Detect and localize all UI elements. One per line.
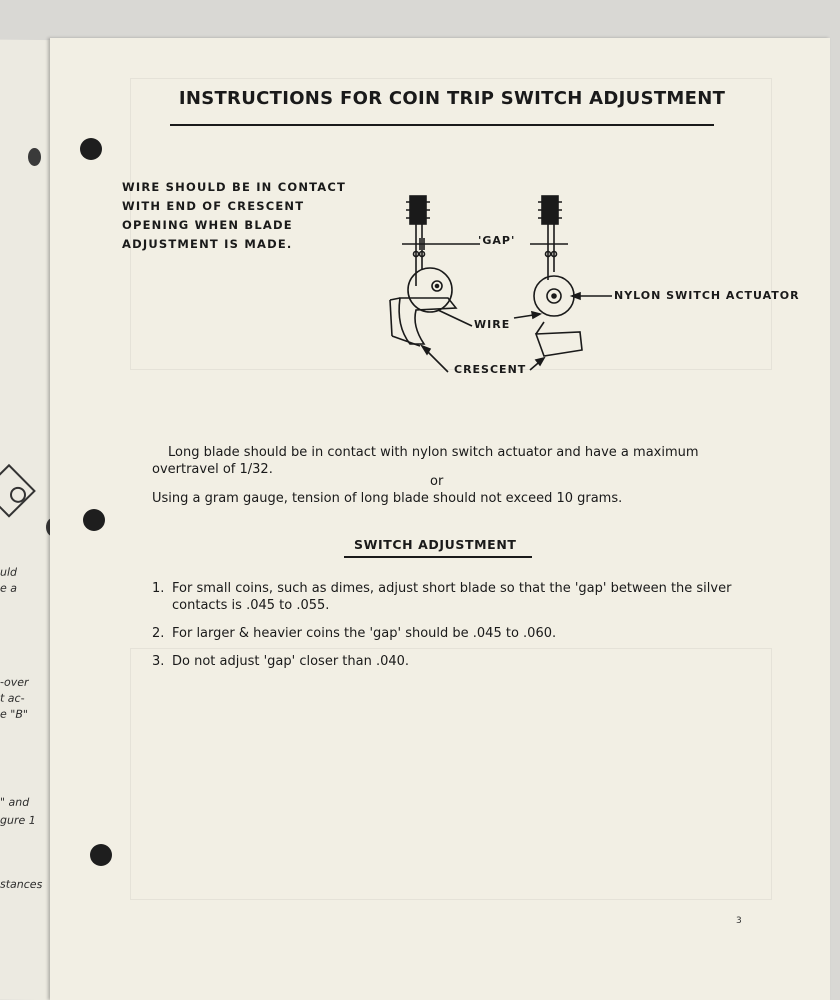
- gram-gauge-paragraph: Using a gram gauge, tension of long blade should not exceed 10 grams.: [152, 491, 623, 506]
- title-underline: [170, 124, 714, 126]
- heading-underline: [344, 556, 532, 558]
- step-text: Do not adjust 'gap' closer than .040.: [172, 654, 410, 669]
- actuator-label: NYLON SWITCH ACTUATOR: [614, 289, 800, 302]
- document-page: [50, 38, 830, 1000]
- gap-label: 'GAP': [478, 234, 516, 247]
- facing-text: e "B": [0, 707, 28, 721]
- binder-hole: [90, 844, 112, 866]
- step-number: 1.: [152, 581, 165, 596]
- facing-text: " and: [0, 795, 30, 809]
- wire-note-line: WIRE SHOULD BE IN CONTACT: [122, 180, 347, 194]
- step-number: 2.: [152, 626, 165, 641]
- switch-diagram: [330, 186, 800, 390]
- list-item: [152, 580, 732, 614]
- facing-text: stances: [0, 877, 43, 892]
- show-through: [130, 648, 772, 900]
- facing-text: t ac-: [0, 691, 25, 705]
- page-title: INSTRUCTIONS FOR COIN TRIP SWITCH ADJUSTMENT: [178, 88, 726, 109]
- ring-figure: [10, 487, 26, 503]
- facing-text: -over: [0, 675, 29, 689]
- binder-hole: [80, 138, 102, 160]
- adjustment-steps: [152, 580, 732, 681]
- switch-diagram-drawing: [330, 186, 750, 386]
- facing-text: e a: [0, 581, 18, 595]
- or-text: or: [430, 474, 444, 489]
- step-text: For larger & heavier coins the 'gap' should be .045 to .060.: [172, 626, 557, 641]
- crescent-label: CRESCENT: [454, 363, 527, 376]
- list-item: [152, 653, 732, 670]
- wire-label: WIRE: [474, 318, 511, 331]
- section-heading: SWITCH ADJUSTMENT: [354, 537, 517, 552]
- wire-note-line: OPENING WHEN BLADE: [122, 218, 293, 232]
- list-item: [152, 625, 732, 642]
- step-number: 3.: [152, 654, 165, 669]
- long-blade-paragraph: [152, 444, 732, 478]
- facing-text: uld: [0, 565, 18, 579]
- wire-note-line: ADJUSTMENT IS MADE.: [122, 237, 293, 251]
- step-text: For small coins, such as dimes, adjust short blade so that the 'gap' between the silver contacts is .045 to .055.: [172, 581, 732, 613]
- wire-note: [122, 178, 362, 254]
- page-number: 3: [736, 916, 742, 926]
- long-blade-text: Long blade should be in contact with nylon switch actuator and have a maximum overtravel of 1/32.: [152, 445, 699, 477]
- binder-hole: [83, 509, 105, 531]
- wire-note-line: WITH END OF CRESCENT: [122, 199, 305, 213]
- binder-hole: [28, 148, 41, 166]
- facing-text: gure 1: [0, 813, 36, 827]
